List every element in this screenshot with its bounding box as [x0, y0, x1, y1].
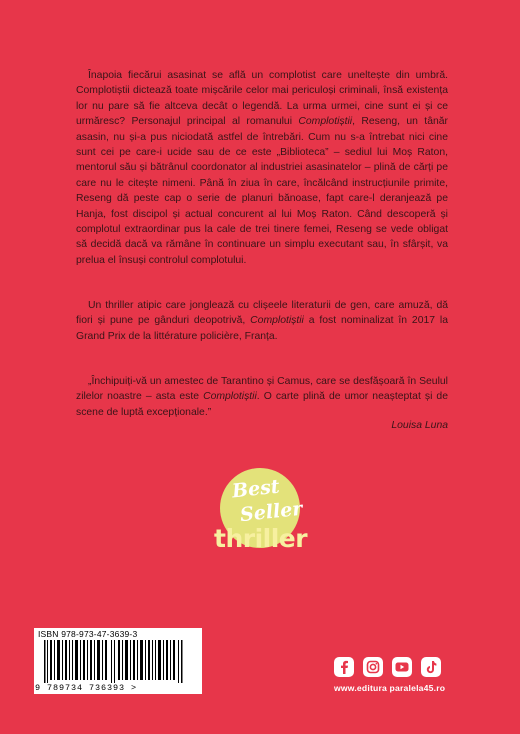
badge-genre-text: thriller: [214, 524, 308, 553]
tiktok-icon[interactable]: [421, 657, 441, 677]
social-icons: [334, 657, 441, 677]
blurb-text: a fost nominalizat în 2017 la Grand Prix de la littérature policière, Franța.: [76, 315, 448, 342]
book-title: Complotiștii: [203, 391, 257, 403]
blurb-paragraph-1: [76, 68, 448, 268]
book-title: Complotiștii: [250, 315, 304, 327]
blurb-text: Înapoia fiecărui asasinat se află un complotist care uneltește din umbră. Complotiștii dictează toate mișcările celor mai periculoși criminali, însă existența lor nu pare să fie altceva decât o legendă. La urma urmei, cine sunt ei și ce urmăresc? Personajul principal al romanului: [76, 70, 448, 128]
badge-seller-text: Seller: [239, 497, 304, 527]
blurb-text: , Reseng, un tânăr asasin, nu și-a pus niciodată astfel de întrebări. Cum nu s-a întrebat nici cine sunt cei pe care-i ucide sau de ce este „Biblioteca” – sediul lui Moș Raton, mentorul său și bătrânul coordonator al industriei asasinatelor – plină de cărți pe care nu le citește nimeni. Până în ziua în care, încălcând instrucțiunile primite, Reseng dă peste cap o serie de planuri bănoase, fapt care-l deranjează pe Hanja, fost discipol și actual concurent al lui Moș Raton. Când descoperă și complotul extraordinar pus la cale de trei tinere femei, Reseng se vede obligat să decidă dacă va rămâne în continuare un simplu executant sau, în sfârșit, va prelua el însuși controlul complotului.: [76, 116, 448, 266]
publisher-website[interactable]: www.editura paralela45.ro: [334, 683, 446, 693]
badge-best-text: Best: [230, 475, 281, 503]
quote-text: „Închipuiți-vă un amestec de Tarantino și Camus, care se desfășoară în Seulul zilelor noastre – asta este: [76, 376, 448, 403]
facebook-icon[interactable]: [334, 657, 354, 677]
quote-author: Louisa Luna: [391, 420, 448, 431]
book-title: Complotiștii: [298, 116, 353, 128]
barcode-digits: 9 789734 736393 >: [35, 683, 138, 693]
bestseller-badge: [212, 468, 310, 566]
isbn-text: ISBN 978-973-47-3639-3: [38, 629, 138, 639]
barcode: [34, 628, 202, 694]
youtube-icon[interactable]: [392, 657, 412, 677]
instagram-icon[interactable]: [363, 657, 383, 677]
barcode-bars: [38, 640, 198, 683]
blurb-paragraph-2: [76, 298, 448, 344]
quote-text: . O carte plină de umor neașteptat și de scene de luptă excepționale.”: [76, 391, 448, 418]
blurb-text: Un thriller atipic care jonglează cu clișeele literaturii de gen, care amuză, dă fiori și pune pe gânduri deopotrivă,: [76, 300, 448, 327]
review-quote: [76, 374, 448, 420]
